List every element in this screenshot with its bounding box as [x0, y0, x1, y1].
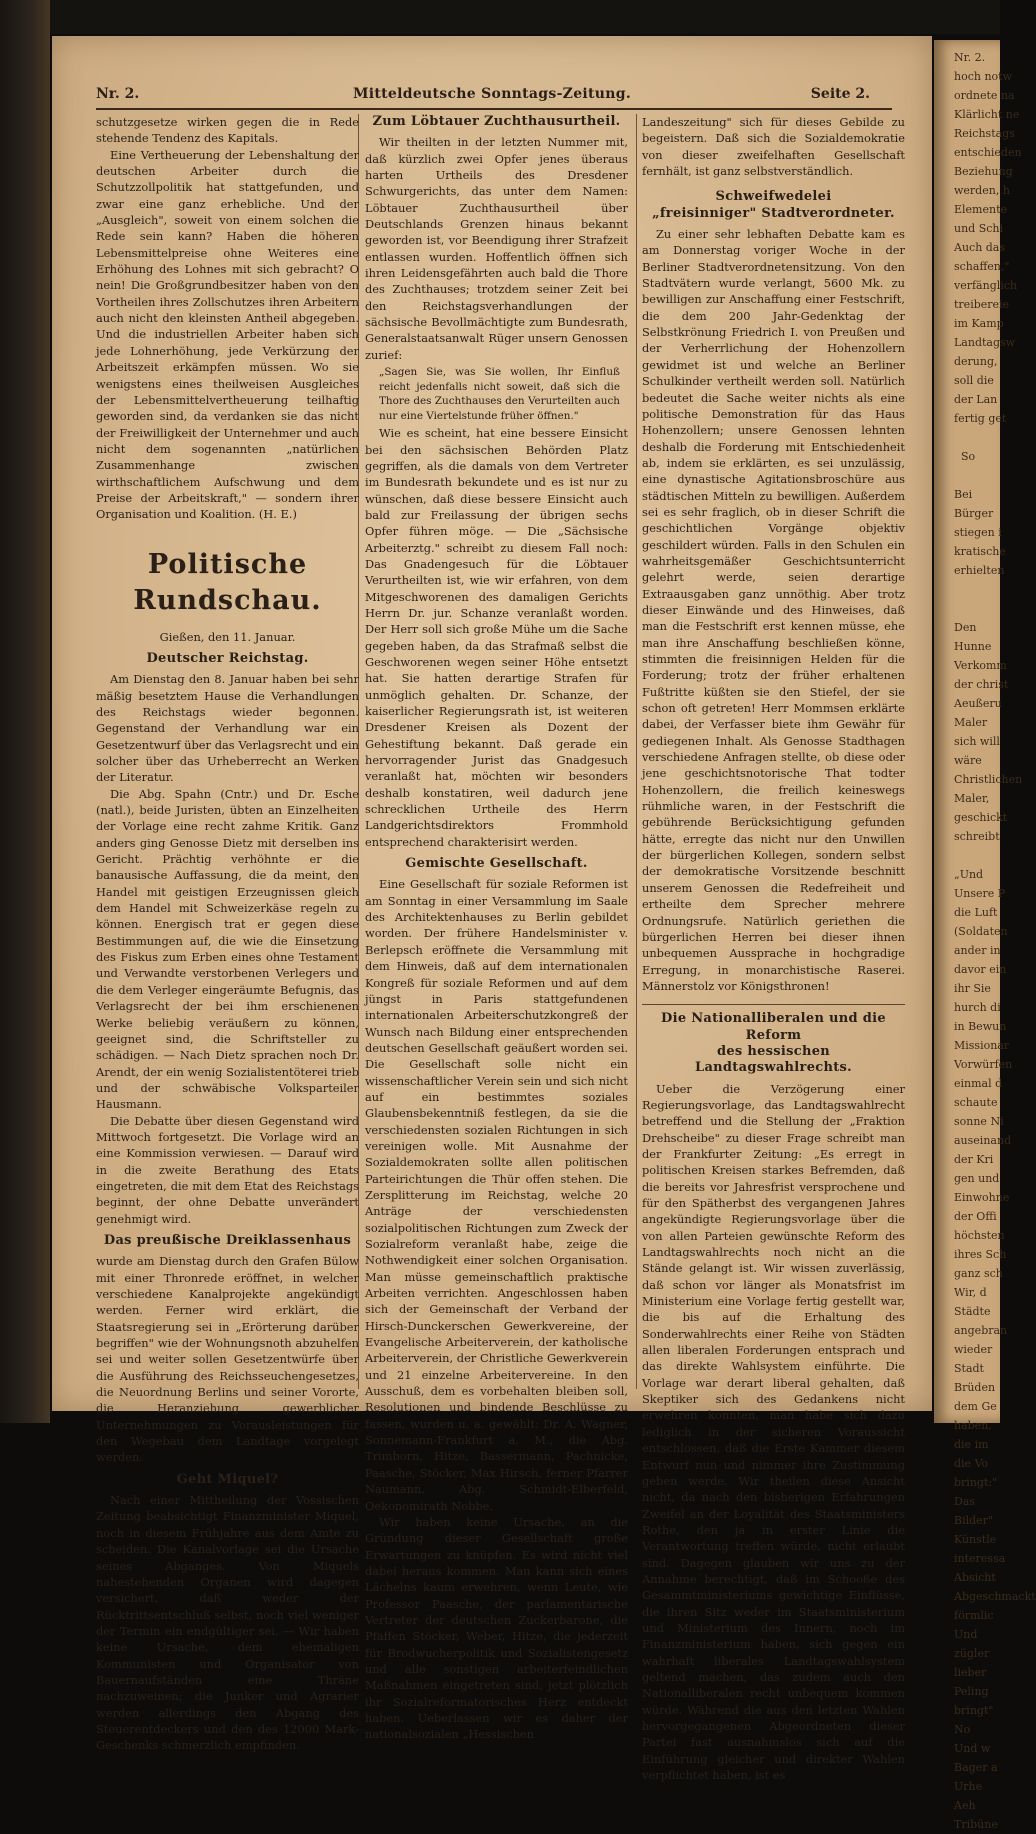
header-rule [96, 108, 892, 110]
column-divider-2 [636, 114, 637, 1389]
heading-nationalliberalen: Die Nationalliberalen und die Reform [661, 1011, 886, 1043]
page-number: Seite 2. [810, 86, 870, 102]
divider-rule [642, 1004, 905, 1005]
heading-dreiklassenhaus: Das preußische Dreiklassenhaus [103, 1232, 352, 1248]
column-3 [642, 114, 905, 1783]
heading-landtagswahlrecht: des hessischen Landtagswahlrechts. [695, 1043, 852, 1076]
binding-strip-top [0, 0, 1000, 34]
column-1 [96, 114, 359, 1753]
heading-geht-miquel: Geht Miquel? [176, 1471, 279, 1487]
section-title-politische-rundschau: Politische Rundschau. [133, 548, 322, 616]
paragraph: Die Abg. Spahn (Cntr.) und Dr. Esche (natl.), beide Juristen, übten an Einzelheiten der Vorlage eine recht zahme Kritik. Ganz anders ging Genosse Dietz mit derselben ins Gericht. Prächtig verhöhnte er die banausische Auffassung, die da meint, den Handel mit geistigen Erzeugnissen gleich dem Handel mit Schweizerkäse regeln zu können. Energisch trat er gegen diese Bestimmungen auf, die wie die Einsetzung des Fiskus zum Erben eines ohne Testament und Verwandte verstorbenen Verlegers und die dem Verleger eingeräumte Befugnis, das Verlagsrecht der bei ihm erschienenen Werke beliebig veräußern zu können, geeignet sind, die Schriftsteller zu schädigen. — Nach Dietz sprachen noch Dr. Arendt, der ein wenig Sozialistentöterei trieb und der schwäbische Volksparteiler Hausmann. [96, 786, 359, 1112]
newspaper-page [52, 36, 932, 1783]
paragraph: Wir theilten in der letzten Nummer mit, daß kürzlich zwei Opfer jenes überaus harten Urtheils des Dresdener Schwurgerichts, das unter dem Namen: Löbtauer Zuchthausurtheil über Deutschlands Grenzen hinaus bekannt geworden ist, vor Beendigung ihrer Strafzeit entlassen wurden. Hoffentlich öffnen sich ihren Leidensgefährten auch bald die Thore des Zuchthauses; trotzdem seiner Zeit bei den Reichstagsverhandlungen der sächsische Bevollmächtigte zum Bundesrath, Generalstaatsanwalt Rüger unsern Genossen zurief: [365, 135, 628, 362]
adjacent-page-edge [934, 40, 1036, 1831]
paragraph: Wir haben keine Ursache, an die Gründung dieser Gesellschaft große Erwartungen zu knüpfen. Es wird nicht viel dabei heraus kommen. Man kann sich eines Lächelns kaum erwehren, wenn Leute, wie Professor Paasche, der parlamentarische Vertreter der deutschen Zuckerbarone, die Pfaffen Stöcker, Weber, Hitze, die jederzeit für Brodwucherpolitik und Sozialistengesetz und alle sonstigen arbeiterfeindlichen Maßnahmen eingetreten sind, jetzt plötzlich ihr Sozialreformatorisches Herz entdeckt haben. Ueberlassen wir es daher der nationalsozialen „Hessischen [365, 1514, 628, 1742]
paragraph: Am Dienstag den 8. Januar haben bei sehr mäßig besetztem Hause die Verhandlungen des Reichstags wieder begonnen. Gegenstand der Verhandlung war ein Gesetzentwurf über das Verlagsrecht und ein solcher über das Urheberrecht an Werken der Literatur. [96, 672, 359, 785]
newspaper-title: Mitteldeutsche Sonntags-Zeitung. [352, 86, 632, 102]
paragraph: Zu einer sehr lebhaften Debatte kam es am Donnerstag voriger Woche in der Berliner Stadtverordnetensitzung. Von den Stadtvätern wurde verlangt, 5600 Mk. zu bewilligen zur Anschaffung einer Festschrift, die dem 200 Jahr-Gedenktag der Selbstkrönung Friedrich I. von Preußen und der Verherrlichung der Hohenzollern gewidmet ist und welche an Berliner Schulkinder vertheilt werden soll. Natürlich bedeutet die Sache weiter nichts als eine politische Demonstration für das Haus Hohenzollern; unsere Genossen lehnten deshalb die Forderung mit Entschiedenheit ab, indem sie erklärten, es sei unzulässig, eine dynastische Agitationsbroschüre aus städtischen Mitteln zu bewilligen. Außerdem sei es sehr fraglich, ob in dieser Schrift die geschichtlichen Vorgänge objektiv geschildert würden. Falls in den Schulen ein wahrheitsgemäßer Geschichtsunterricht gelehrt werde, seien derartige Extraausgaben ganz unnöthig. Aber trotz dieser Einwände und des Hinweises, daß man die Festschrift erst kennen müsse, ehe man ihre Anschaffung beschließen könne, stimmten die freisinnigen Helden für die Forderung; trotz der früher erhaltenen Fußtritte küßten sie den Stiefel, der sie schon oft getreten! Herr Mommsen erklärte dabei, der Verfasser biete ihm Gewähr für gediegenen Inhalt. Als Genosse Stadthagen verschiedene Anfragen stellte, ob diese oder jene geschichtsnotorische That todter Hohenzollern, die freilich keineswegs rühmliche waren, in der Festschrift die gebührende Berücksichtigung gefunden hätte, erregte das nicht nur den Unwillen der bürgerlichen Kollegen, sondern selbst der demokratische Vorsitzende beschnitt unserem Genossen die Redefreiheit und ertheilte dem Sprecher mehrere Ordnungsrufe. Natürlich geriethen die bürgerlichen Herren bei dieser ihnen unbequemen Aussprache in hochgradige Erregung, in monarchistische Raserei. Männerstolz vor Königsthronen! [642, 227, 905, 993]
page-header [52, 86, 932, 108]
heading-deutscher-reichstag: Deutscher Reichstag. [146, 650, 309, 666]
issue-number: Nr. 2. [96, 86, 140, 102]
paragraph: Ueber die Verzögerung einer Regierungsvorlage, das Landtagswahlrecht betreffend und die Stellung der „Fraktion Drehscheibe" zu dieser Frage schreibt man der Frankfurter Zeitung: „Es erregt in politischen Kreisen starkes Befremden, daß die bereits vor Jahresfrist versprochene und für den Spätherbst des vergangenen Jahres angekündigte Regierungsvorlage über die von allen Parteien gewünschte Reform des Landtagswahlrechts noch nicht an die Stände gelangt ist. Wir wissen zuverlässig, daß schon vor länger als Monatsfrist im Ministerium eine Vorlage fertig gestellt war, die bis auf die Erhaltung des Sonderwahlrechts einer Reihe von Städten allen liberalen Forderungen entsprach und das direkte Wahlsystem einführte. Die Vorlage war derart liberal gehalten, daß Skeptiker sich des Gedankens nicht erwehren konnten, man habe sich dazu lediglich in der sicheren Voraussicht entschlossen, daß die Erste Kammer diesem Entwurf nun und nimmer ihre Zustimmung geben werde. Wir theilen diese Ansicht nicht, da nach den bisherigen Erfahrungen Zweifel an der Loyalität des Staatsministers Rothe, den ja in erster Linie die Verantwortung treffen würde, nicht erlaubt sind. Dagegen glauben wir uns zu der Annahme berechtigt, daß im Schooße des Gesammtministeriums gewichtige Einflüsse, die ihren Sitz weder im Staatsministerium und Ministerium des Innern, noch im Finanzministerium haben, sich gegen ein wahrhaft liberales Landtagswahlsystem geltend machen, das zudem auch den Nationalliberalen recht unbequem kommen würde. Während die aus den letzten Wahlen hervorgegangenen Abgeordneten dieser Partei fast ausnahmslos sich auf die Einführung gleicher und direkter Wahlen verpflichtet haben, ist es [642, 1081, 905, 1783]
paragraph: wurde am Dienstag durch den Grafen Bülow mit einer Thronrede eröffnet, in welcher verschiedene Kanalprojekte angekündigt werden. Ferner wird erklärt, die Staatsregierung sei in „Erörterung darüber begriffen" wie der Wohnungsnoth abzuhelfen sei und weiter sollen Gesetzentwürfe über die Ausführung des Reichsseuchengesetzes, die Neuordnung Berlins und seiner Vororte, die Heranziehung gewerblicher Unternehmungen zu Vorausleistungen für den Wegebau dem Landtage vorgelegt werden. [96, 1254, 359, 1465]
quotation: „Sagen Sie, was Sie wollen, Ihr Einfluß reicht jedenfalls nicht soweit, daß sich die Thore des Zuchthauses den Verurteilten auch nur eine Viertelstunde früher öffnen." [379, 366, 620, 422]
adjacent-page-text: Nr. 2. hoch notw ordnete na Klärlicht ne Reichstags entschieden Beziehung werden, h Elemente und Schi Auch das schaffen," verfänglich treibereie im Kamp Landtagsw derung, soll die der Lan fertig get So Bei Bürger stiegen i kratische erhielten Den Hunne Verkomm der christ Aeußeru Maler sich will wäre Christlichen Maler, geschickt schreibt „Und Unsere P die Luft (Soldaten ander in davor ein ihr Sie hurch di in Bewun Missionar Vorwürfen einmal d schaute sonne Ni auseinand der Kri gen und Einwohne der Offi höchsten ihres Sch ganz sch Wir, d Städte angebran wieder Stadt Brüden dem Ge haben, die im die Vo bringt:" Das Bilder" Künstle interessa Absicht Abgeschmackt förmlic Und zügler lieber Peling bringt" No Und w Bager a Urhe Aeh Tribüne [954, 51, 1036, 1831]
paragraph: Landeszeitung" sich für dieses Gebilde zu begeistern. Daß sich die Sozialdemokratie von dieser zweifelhaften Gesellschaft fernhält, ist ganz selbstverständlich. [642, 115, 905, 179]
heading-stadtverordneter: „freisinniger" Stadtverordneter. [652, 205, 895, 221]
binding-strip-left [0, 0, 50, 1423]
heading-gemischte-gesellschaft: Gemischte Gesellschaft. [405, 856, 588, 872]
dateline: Gießen, den 11. Januar. [159, 629, 296, 644]
paragraph: Wie es scheint, hat eine bessere Einsicht bei den sächsischen Behörden Platz gegriffen, als die damals von dem Vertreter im Bundesrath bekundete und es ist nur zu wünschen, daß diese bessere Einsicht auch bald zur Freilassung der übrigen sechs Opfer führen möge. — Die „Sächsische Arbeiterztg." schreibt zu diesem Fall noch: Das Gnadengesuch für die Löbtauer Verurtheilten ist, wie wir erfahren, von dem Mitgeschworenen des damaligen Gerichts Herrn Dr. jur. Schanze veranlaßt worden. Der Herr soll sich große Mühe um die Sache gegeben haben, da das Strafmaß selbst die Geschworenen wegen seiner Höhe entsetzt hat. Sie hatten derartige Strafen für unmöglich gehalten. Dr. Schanze, der kaiserlicher Regierungsrath ist, ist weiteren Dresdener Kreisen als Dozent der Gehestiftung bekannt. Daß gerade ein hervorragender Jurist das Gnadgesuch veranlaßt hat, möchten wir besonders deshalb konstatiren, weil dadurch jene schrecklichen Urtheile des Herrn Landgerichtsdirektors Frommhold entsprechend charakterisirt werden. [365, 426, 628, 849]
column-2 [365, 114, 628, 1742]
paragraph: Nach einer Mittheilung der Vossischen Zeitung beabsichtigt Finanzminister Miquel, noch in diesem Frühjahre aus dem Amte zu scheiden. Die Kanalvorlage sei die Ursache seines Abganges. Von Miquels nahestehenden Organen wird dagegen versichert, daß weder der Rücktrittsentschluß selbst, noch viel weniger der Termin ein endgültiger sei. — Wir haben keine Ursache, dem ehemaligen Kommunisten und Organisator von Bauernaufständen eine Thräne nachzuweinen; die Junker und Agrarier werden allerdings den Abgang des Steuerentdeckers und den des 12000 Mark-Geschenks schmerzlich empfinden. [96, 1493, 359, 1753]
heading-zuchthausurtheil: Zum Löbtauer Zuchthausurtheil. [372, 114, 621, 129]
paragraph: Eine Gesellschaft für soziale Reformen ist am Sonntag in einer Versammlung im Saale des Architektenhauses zu Berlin gebildet worden. Der frühere Handelsminister v. Berlepsch eröffnete die Versammlung mit dem Hinweis, daß auf dem internationalen Kongreß für soziale Reformen und auf dem jüngst in Paris stattgefundenen internationalen Arbeiterschutzkongreß der Wunsch nach Bildung einer entsprechenden deutschen Gesellschaft geäußert worden sei. Die Gesellschaft solle nicht ein wissenschaftlicher Verein sein und sich nicht auf ein bestimmtes soziales Glaubensbekenntniß festlegen, da sie die verschiedensten sozialen Richtungen in sich vereinigen wolle. Mit Ausnahme der Sozialdemokraten sollte allen politischen Parteirichtungen die Thür offen stehen. Die Zersplitterung im Reichstag, welche 20 Anträge der verschiedensten sozialpolitischen Richtungen zum Zweck der Sozialreform veranlaßt habe, zeige die Nothwendigkeit einer solchen Organisation. Man müsse gemeinschaftlich praktische Arbeiten verrichten. Angeschlossen haben sich der Gemeinschaft der Verband der Hirsch-Dunckerschen Gewerkvereine, der Evangelische Arbeiterverein, der katholische Arbeiterverein, der Christliche Gewerkverein und 21 einzelne Arbeitervereine. In den Ausschuß, dem es vorbehalten bleiben soll, Resolutionen und bindende Beschlüsse zu fassen, wurden u. a. gewählt: Dr. A. Wagner, Sonnemann-Frankfurt a. M., die Abg. Trimborn, Hitze, Bassermann, Pachnicke, Paasche, Stöcker, Max Hirsch, ferner Pfarrer Naumann, Abg. Schmidt-Elberfeld, Oekonomirath Nobbe. [365, 877, 628, 1513]
heading-schweifwedelei: Schweifwedelei [715, 189, 832, 205]
paragraph: Eine Vertheuerung der Lebenshaltung der deutschen Arbeiter durch die Schutzzollpolitik hat stattgefunden, und zwar eine ganz erhebliche. Und der „Ausgleich", soweit von einem solchen die Rede sein kann? Haben die höheren Lebensmittelpreise ohne Weiteres eine Erhöhung des Lohnes mit sich gebracht? O nein! Die Großgrundbesitzer haben von den Vortheilen ihres Zollschutzes ihren Arbeitern auch nicht den kleinsten Antheil abgegeben. Und die industriellen Arbeiter haben sich jede Lohnerhöhung, jede Verkürzung der Arbeitszeit erkämpfen müssen. Wo sie wenigstens eines theilweisen Ausgleiches der Lebensmittelvertheuerung teilhaftig geworden sind, da verdanken sie das nicht der Freiwilligkeit der Unternehmer und auch nicht dem sogenannten „natürlichen Zusammenhange zwischen wirthschaftlichem Aufschwung und dem Preise der Arbeitskraft," — sondern ihrer Organisation und Koalition. (H. E.) [96, 147, 359, 522]
paragraph: schutzgesetze wirken gegen die in Rede stehende Tendenz des Kapitals. [96, 115, 359, 146]
paragraph: Die Debatte über diesen Gegenstand wird Mittwoch fortgesetzt. Die Vorlage wird an eine Kommission verwiesen. — Darauf wird in die zweite Berathung des Etats eingetreten, die mit dem Etat des Reichstags beginnt, der ohne Debatte unverändert genehmigt wird. [96, 1113, 359, 1226]
